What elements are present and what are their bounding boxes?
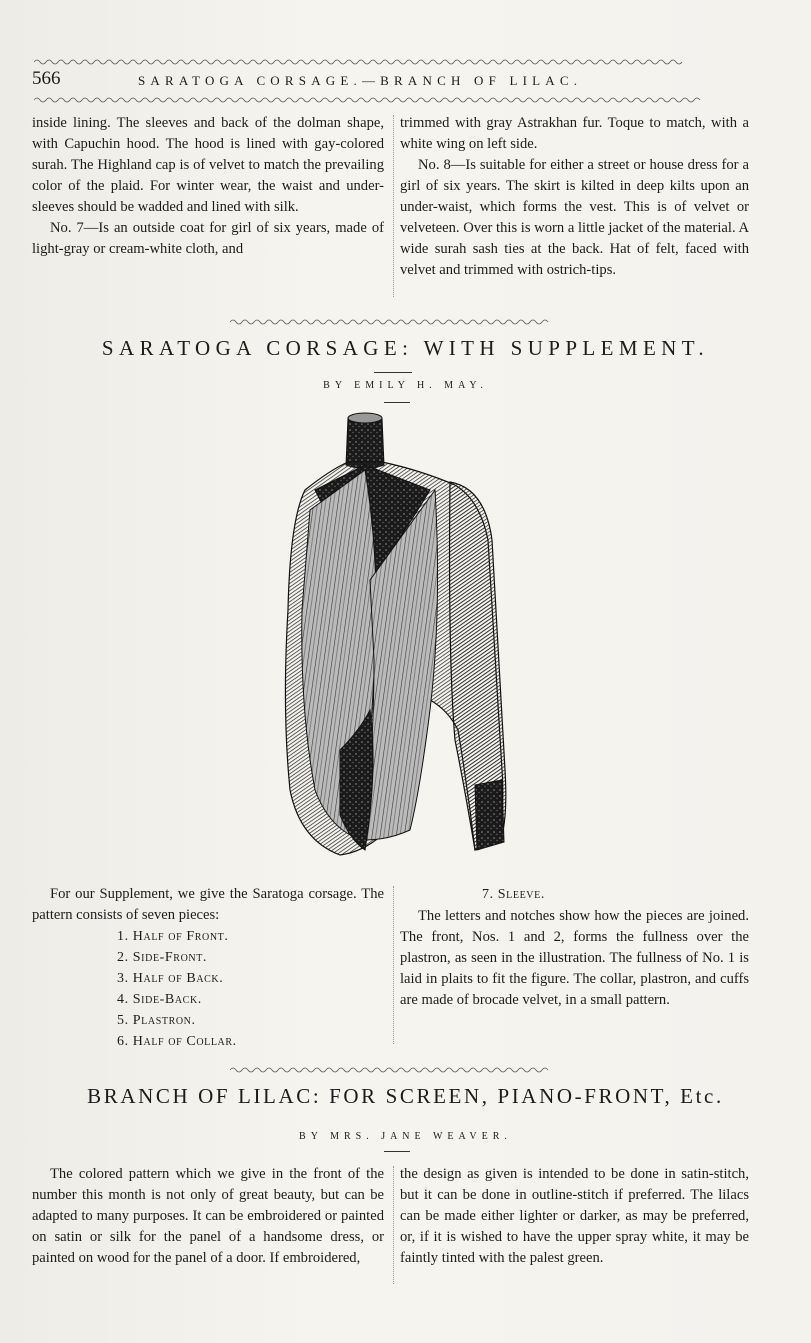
piece-list-item-6 bbox=[117, 1034, 237, 1050]
piece-list-item-3 bbox=[117, 971, 223, 987]
section-separator-2 bbox=[230, 1066, 550, 1074]
article-title-saratoga: SARATOGA CORSAGE: WITH SUPPLEMENT. bbox=[101, 336, 710, 360]
top-wavy-border bbox=[34, 58, 750, 66]
continued-paragraph: inside lining. The sleeves and back of the dolman shape, with Capuchin hood. The hood is lined with gay-colored surah. The Highland cap is of velvet to match the prevailing color of the plaid. For winter wear, the waist and under-sleeves should be wadded and lined with silk. bbox=[32, 115, 384, 215]
piece-5-text: 5. Plastron. bbox=[117, 1013, 196, 1028]
byline-rule bbox=[384, 402, 410, 403]
piece-list-item-7 bbox=[482, 887, 545, 903]
corsage-illustration bbox=[270, 410, 520, 865]
piece-list-item-4 bbox=[117, 992, 202, 1008]
saratoga-right-column bbox=[400, 906, 749, 1011]
title-rule bbox=[374, 372, 412, 373]
column-divider-2 bbox=[393, 886, 395, 1044]
column-divider-3 bbox=[393, 1166, 395, 1284]
column-divider bbox=[393, 115, 395, 297]
no8-paragraph: No. 8—Is suitable for either a street or house dress for a girl of six years. The skirt is kilted in deep kilts upon an under-waist, which forms the vest. This is of velvet or velveteen. Over this is worn a little jacket of the material. A wide surah sash ties at the back. Hat of felt, faced with velvet and trimmed with ostrich-tips. bbox=[400, 157, 749, 278]
piece-7-text: 7. Sleeve. bbox=[482, 887, 545, 902]
piece-6-text: 6. Half of Collar. bbox=[117, 1034, 237, 1049]
lilac-paragraph-left: The colored pattern which we give in the front of the number this month is not only of great beauty, but can be adapted to many purposes. It can be embroidered or painted on satin or silk for the panel of a handsome dress, or painted on wood for the panel of a door. If embroidered, bbox=[32, 1166, 384, 1266]
running-head: SARATOGA CORSAGE.—BRANCH OF LILAC. bbox=[138, 73, 583, 88]
article-title-lilac: BRANCH OF LILAC: FOR SCREEN, PIANO-FRONT, Etc. bbox=[87, 1084, 724, 1108]
section-separator bbox=[230, 318, 550, 326]
piece-4-text: 4. Side-Back. bbox=[117, 992, 202, 1007]
supplement-intro: For our Supplement, we give the Saratoga corsage. The pattern consists of seven pieces: bbox=[32, 886, 384, 923]
lilac-left-column bbox=[32, 1164, 384, 1269]
top-right-column bbox=[400, 113, 749, 281]
lilac-right-column bbox=[400, 1164, 749, 1269]
page-number: 566 bbox=[32, 68, 61, 89]
piece-list-item-2 bbox=[117, 950, 207, 966]
continued-paragraph-right: trimmed with gray Astrakhan fur. Toque to match, with a white wing on left side. bbox=[400, 115, 749, 152]
byline-saratoga: BY EMILY H. MAY. bbox=[323, 380, 488, 391]
saratoga-left-column bbox=[32, 884, 384, 926]
piece-1-text: 1. Half of Front. bbox=[117, 929, 229, 944]
no7-paragraph: No. 7—Is an outside coat for girl of six years, made of light-gray or cream-white cloth, and bbox=[32, 220, 384, 257]
piece-3-text: 3. Half of Back. bbox=[117, 971, 224, 986]
piece-list-item-5 bbox=[117, 1013, 196, 1029]
top-left-column bbox=[32, 113, 384, 260]
lilac-paragraph-right: the design as given is intended to be done in satin-stitch, but it can be done in outline-stitch if preferred. The lilacs can be made either lighter or darker, as may be preferred, or, if it is wished to have the upper spray white, it may be faintly tinted with the palest green. bbox=[400, 1166, 749, 1266]
pattern-instructions: The letters and notches show how the pieces are joined. The front, Nos. 1 and 2, forms the fullness over the plastron, as seen in the illustration. The fullness of No. 1 is laid in plaits to fit the figure. The collar, plastron, and cuffs are made of brocade velvet, in a small pattern. bbox=[400, 908, 749, 1008]
piece-2-text: 2. Side-Front. bbox=[117, 950, 208, 965]
lilac-byline-rule bbox=[384, 1151, 410, 1152]
piece-list-item-1 bbox=[117, 929, 229, 945]
header-bottom-wavy-border bbox=[34, 96, 750, 104]
byline-lilac: BY MRS. JANE WEAVER. bbox=[299, 1131, 512, 1142]
